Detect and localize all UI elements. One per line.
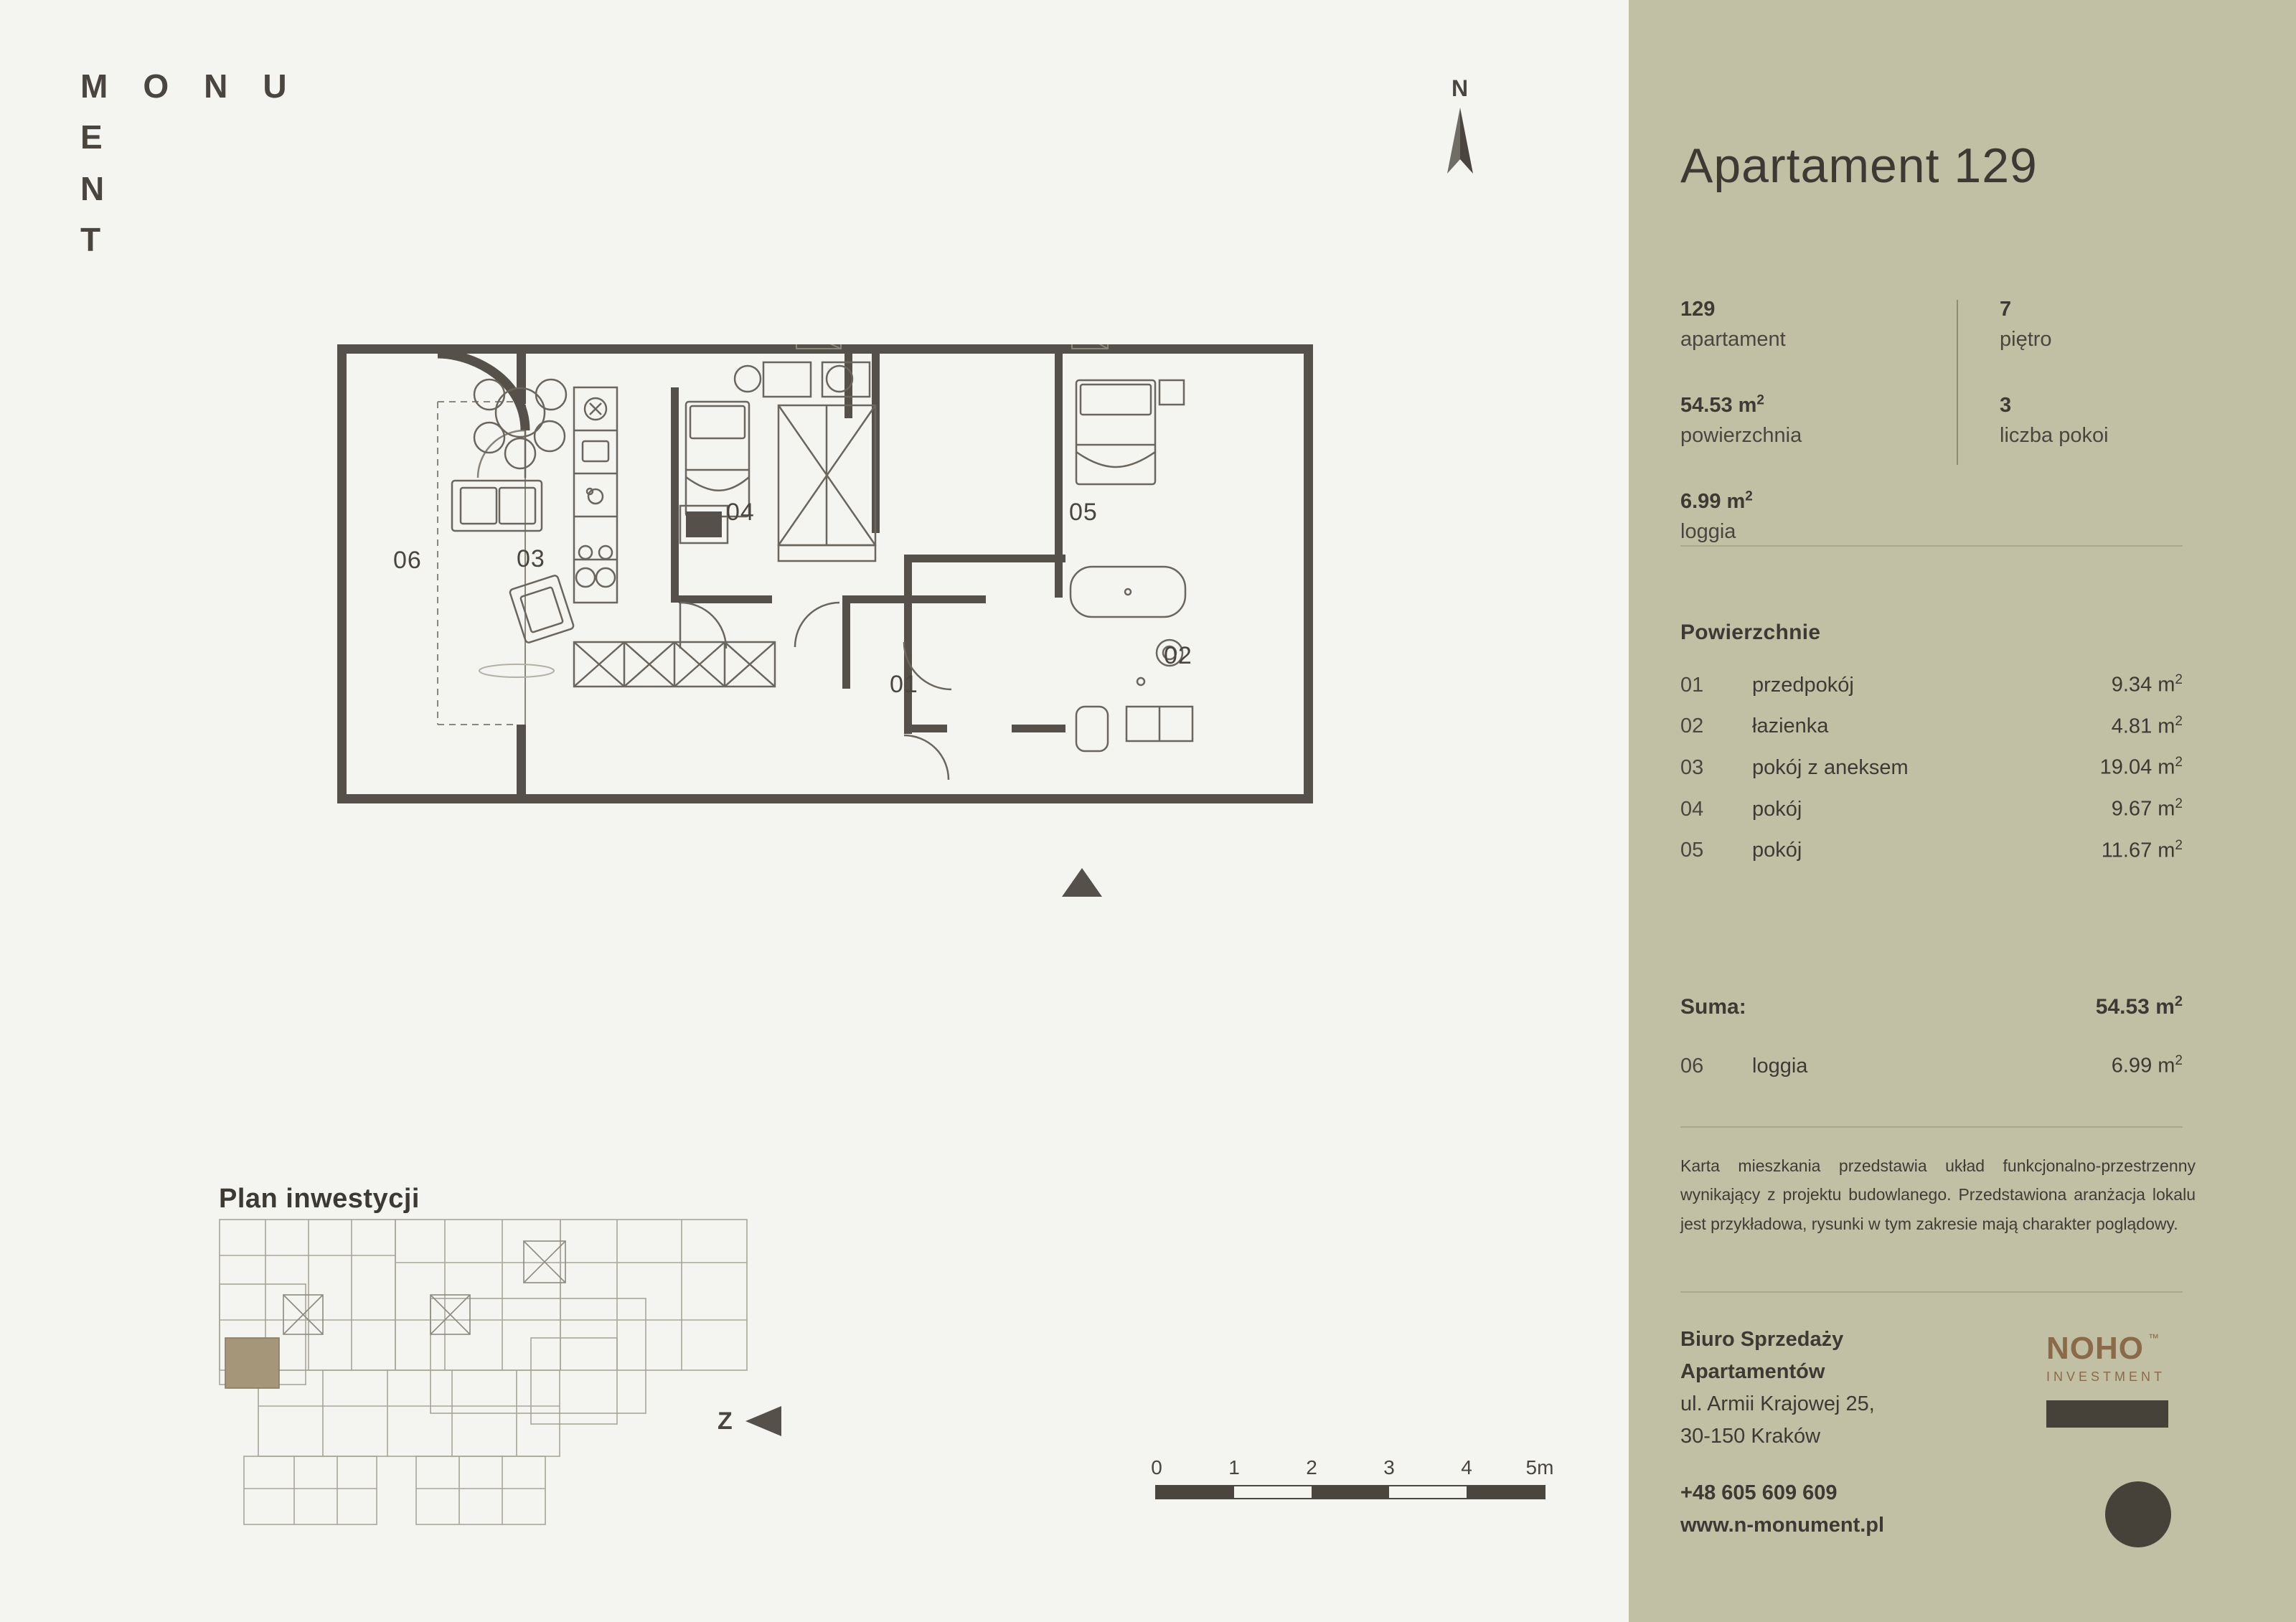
info-panel: [1629, 0, 2296, 1622]
apartment-facts: [1680, 294, 2247, 583]
fact-rooms: [2000, 390, 2233, 451]
fact-floor: [2000, 294, 2233, 354]
area-number: 01: [1680, 673, 1704, 697]
developer-subtitle: INVESTMENT: [2046, 1369, 2166, 1384]
area-name: pokój: [1752, 839, 1802, 862]
highlighted-unit: [225, 1338, 279, 1388]
fact-value-number: 54.53 m: [1680, 394, 1757, 418]
area-value: [2100, 755, 2183, 778]
room-label-05: 05: [1069, 499, 1098, 526]
area-value-sup: 2: [2175, 713, 2183, 729]
area-name: pokój: [1752, 797, 1802, 821]
fact-label: loggia: [1680, 520, 1736, 544]
trademark-icon: ™: [2148, 1332, 2160, 1344]
area-value-number: 9.67 m: [2111, 797, 2175, 821]
orientation-west: [718, 1406, 781, 1436]
scale-tick: 2: [1306, 1456, 1317, 1479]
scale-bar-labels: [1151, 1456, 1554, 1485]
room-label-04: 04: [726, 499, 755, 526]
area-value-sup: 2: [2175, 755, 2183, 770]
logo-letter: O: [143, 67, 171, 105]
table-row: [1680, 746, 2183, 788]
sales-office-phone[interactable]: +48 605 609 609: [1680, 1481, 1838, 1504]
loggia-value-number: 6.99 m: [2111, 1054, 2175, 1078]
logo-letter: N: [204, 67, 230, 105]
fact-value: [1680, 390, 1957, 420]
loggia-value-sup: 2: [2175, 1053, 2183, 1068]
divider-footer: [1680, 1291, 2183, 1293]
area-value: [2112, 797, 2183, 820]
scale-tick: 1: [1228, 1456, 1240, 1479]
fact-value: 7: [2000, 298, 2012, 321]
area-value-sup: 2: [2175, 796, 2183, 811]
logo-letter: T: [80, 220, 103, 258]
page-title: Apartament 129: [1680, 138, 2038, 193]
facts-column-right: [1957, 294, 2233, 583]
sum-value-number: 54.53 m: [2095, 995, 2175, 1019]
sum-value-sup: 2: [2174, 994, 2183, 1009]
logo-line-1: [80, 61, 382, 112]
area-value: [2102, 839, 2183, 862]
area-number: 02: [1680, 715, 1704, 738]
fact-value-sup: 2: [1745, 489, 1753, 504]
developer-name-text: NOHO: [2046, 1331, 2144, 1366]
logo-letter: E: [80, 118, 105, 156]
facts-column-left: [1680, 294, 1957, 583]
fact-label: liczba pokoi: [2000, 424, 2109, 448]
area-value: [2112, 715, 2183, 737]
sales-office-line2: Apartamentów: [1680, 1359, 1825, 1383]
loggia-value: [2112, 1053, 2183, 1078]
orientation-label: Z: [718, 1407, 733, 1435]
logo-letter: M: [80, 67, 110, 105]
sales-office-address2: 30-150 Kraków: [1680, 1424, 1821, 1448]
divider-note: [1680, 1126, 2183, 1128]
monument-logo: [80, 61, 382, 265]
areas-section-title: Powierzchnie: [1680, 621, 1821, 644]
logo-letter: U: [263, 67, 289, 105]
area-value-number: 4.81 m: [2111, 715, 2175, 738]
sum-label: Suma:: [1680, 995, 1746, 1019]
area-number: 05: [1680, 839, 1704, 862]
logo-letter: N: [80, 169, 107, 207]
areas-table: [1680, 664, 2183, 870]
scale-tick: 4: [1461, 1456, 1472, 1479]
area-value-number: 19.04 m: [2099, 755, 2175, 779]
fact-label: powierzchnia: [1680, 424, 1802, 448]
area-value: [2112, 673, 2183, 696]
floor-plan-drawing: [337, 344, 1313, 803]
developer-dot: [2105, 1481, 2171, 1547]
sales-office-info: [1680, 1324, 2018, 1542]
view-direction-triangle: [1062, 868, 1102, 897]
area-value-sup: 2: [2175, 672, 2183, 687]
table-row: [1680, 664, 2183, 705]
area-name: przedpokój: [1752, 673, 1854, 697]
area-number: 04: [1680, 797, 1704, 821]
investment-plan-title: Plan inwestycji: [219, 1184, 420, 1214]
divider-top: [1680, 545, 2183, 547]
west-arrow-icon: [745, 1406, 781, 1436]
area-value-number: 9.34 m: [2111, 673, 2175, 697]
disclaimer-note: Karta mieszkania przedstawia układ funkcjonalno-przestrzenny wynikający z projektu budowlanego. Przedstawiona aranżacja lokalu jest przykładowa, rysunki w tym zakresie mają charakter poglądowy.: [1680, 1156, 2196, 1233]
fact-value: [1680, 486, 1957, 517]
compass-north-icon: [1439, 108, 1482, 176]
fact-label: piętro: [2000, 328, 2052, 352]
scale-bar-segments: [1155, 1485, 1545, 1499]
fact-value: 129: [1680, 298, 1716, 321]
fact-loggia: [1680, 486, 1957, 547]
developer-bar: [2046, 1400, 2168, 1428]
area-name: łazienka: [1752, 715, 1829, 738]
sales-office-website[interactable]: www.n-monument.pl: [1680, 1513, 1885, 1537]
sum-value: [2096, 994, 2183, 1019]
loggia-name: loggia: [1752, 1054, 1808, 1078]
compass-north-label: N: [1451, 75, 1469, 101]
loggia-number: 06: [1680, 1054, 1704, 1078]
scale-bar: [1151, 1456, 1554, 1499]
area-name: pokój z aneksem: [1752, 755, 1909, 779]
scale-tick: 5m: [1525, 1456, 1554, 1479]
area-number: 03: [1680, 755, 1704, 779]
fact-value-sup: 2: [1756, 392, 1764, 408]
facts-divider: [1957, 300, 1958, 465]
fact-value-number: 6.99 m: [1680, 490, 1746, 514]
logo-line-2: [80, 112, 382, 163]
table-row: [1680, 829, 2183, 871]
area-value-number: 11.67 m: [2101, 839, 2175, 862]
fact-value: 3: [2000, 394, 2012, 418]
logo-line-3: [80, 164, 382, 214]
investment-plan-drawing: [215, 1212, 811, 1535]
fact-label: apartament: [1680, 328, 1786, 352]
sales-office-line1: Biuro Sprzedaży: [1680, 1328, 1844, 1351]
developer-name: [2046, 1331, 2160, 1367]
room-label-03: 03: [517, 545, 545, 572]
logo-line-4: [80, 214, 382, 265]
developer-logo: [2046, 1331, 2211, 1428]
loggia-row: [1680, 1053, 2183, 1078]
table-row: [1680, 705, 2183, 747]
fact-area: [1680, 390, 1957, 451]
scale-tick: 0: [1151, 1456, 1162, 1479]
room-label-02: 02: [1164, 642, 1192, 669]
room-label-01: 01: [890, 671, 918, 698]
sales-office-address1: ul. Armii Krajowej 25,: [1680, 1392, 1875, 1415]
room-label-06: 06: [393, 547, 422, 574]
areas-sum-row: [1680, 994, 2183, 1019]
area-value-sup: 2: [2175, 837, 2183, 853]
scale-tick: 3: [1383, 1456, 1395, 1479]
table-row: [1680, 788, 2183, 829]
fact-apartment-number: [1680, 294, 1957, 354]
compass: [1431, 75, 1489, 176]
